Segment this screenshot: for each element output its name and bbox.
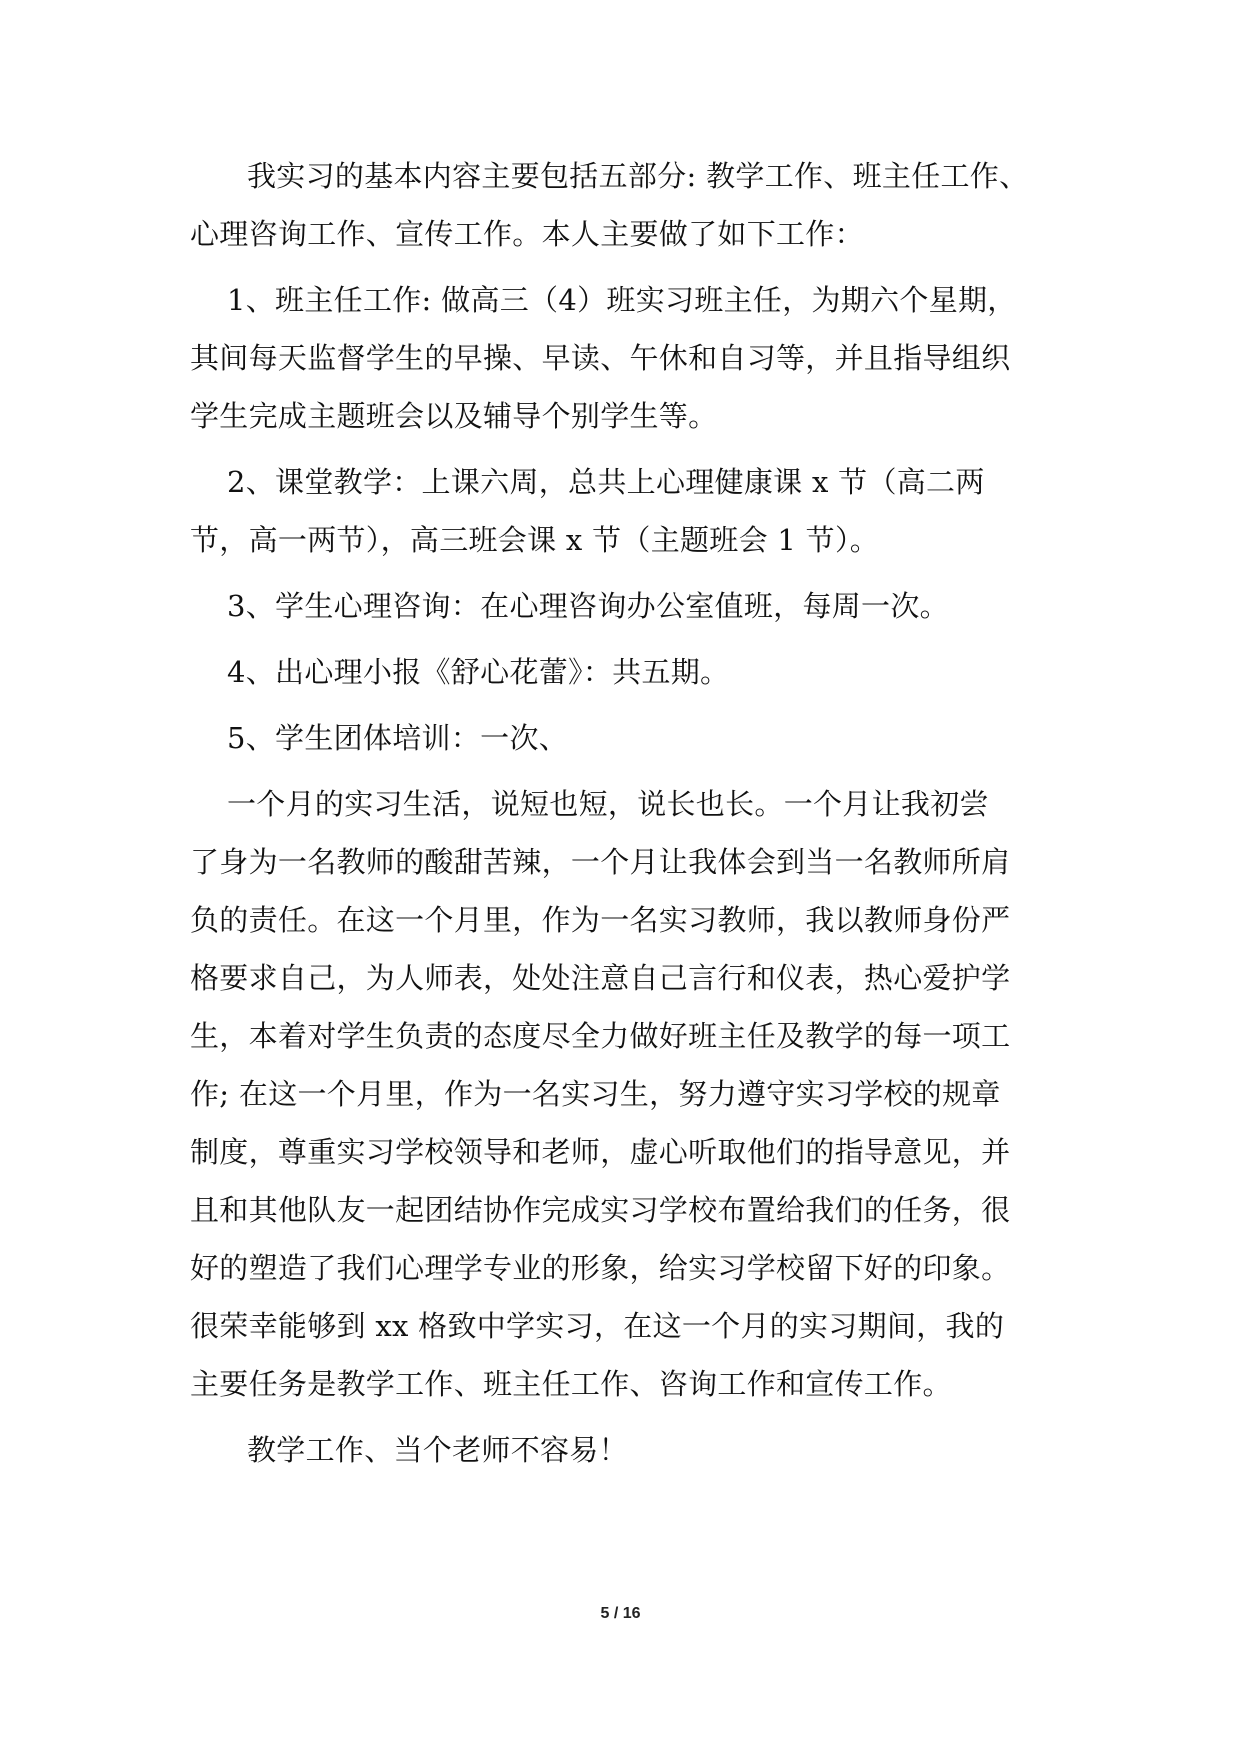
text-line: 3、学生心理咨询：在心理咨询办公室值班，每周一次。 — [227, 589, 949, 623]
text-line: 教学工作、当个老师不容易！ — [247, 1433, 628, 1467]
text-line: 4、出心理小报《舒心花蕾》：共五期。 — [227, 655, 730, 689]
text-line: 生，本着对学生负责的态度尽全力做好班主任及教学的每一项工 — [190, 1019, 1011, 1053]
text-line: 其间每天监督学生的早操、早读、午休和自习等，并且指导组织 — [190, 341, 1011, 375]
text-line: 5、学生团体培训：一次、 — [227, 721, 569, 755]
text-line: 格要求自己，为人师表，处处注意自己言行和仪表，热心爱护学 — [190, 961, 1011, 995]
text-line: 节，高一两节），高三班会课 x 节（主题班会 1 节）。 — [190, 523, 880, 557]
text-line: 且和其他队友一起团结协作完成实习学校布置给我们的任务，很 — [190, 1193, 1011, 1227]
text-line: 作; 在这一个月里，作为一名实习生，努力遵守实习学校的规章 — [190, 1077, 1001, 1111]
text-line: 好的塑造了我们心理学专业的形象，给实习学校留下好的印象。 — [190, 1251, 1011, 1285]
page-number: 5 / 16 — [600, 1605, 641, 1622]
text-line: 我实习的基本内容主要包括五部分: 教学工作、班主任工作、 — [247, 159, 1029, 193]
text-line: 心理咨询工作、宣传工作。本人主要做了如下工作： — [190, 217, 864, 251]
text-line: 学生完成主题班会以及辅导个别学生等。 — [190, 399, 718, 433]
text-line: 制度，尊重实习学校领导和老师，虚心听取他们的指导意见，并 — [190, 1135, 1011, 1169]
text-line: 负的责任。在这一个月里，作为一名实习教师，我以教师身份严 — [190, 903, 1011, 937]
text-line: 了身为一名教师的酸甜苦辣，一个月让我体会到当一名教师所肩 — [190, 845, 1011, 879]
text-line: 一个月的实习生活，说短也短，说长也长。一个月让我初尝 — [227, 787, 989, 821]
text-line: 很荣幸能够到 xx 格致中学实习，在这一个月的实习期间，我的 — [190, 1309, 1005, 1343]
text-line: 2、课堂教学：上课六周，总共上心理健康课 x 节（高二两 — [227, 465, 985, 499]
text-line: 主要任务是教学工作、班主任工作、咨询工作和宣传工作。 — [190, 1367, 952, 1401]
text-line: 1、班主任工作: 做高三（4）班实习班主任，为期六个星期， — [227, 283, 1017, 317]
